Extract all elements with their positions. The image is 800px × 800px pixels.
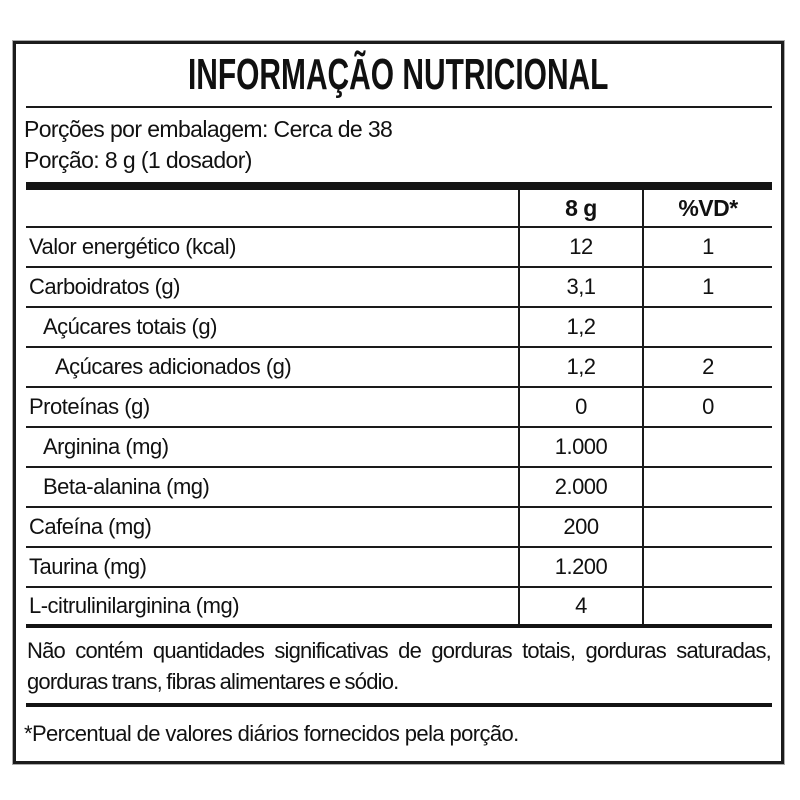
table-row: [26, 468, 772, 508]
serving-size: Porção: 8 g (1 dosador): [24, 147, 252, 173]
amount-value: 1,2: [518, 348, 642, 386]
nutrient-table: [26, 190, 772, 628]
vd-value: [642, 508, 772, 546]
nutrient-label: Arginina (mg): [43, 434, 169, 459]
no-significant-note: Não contém quantidades significativas de gorduras totais, gorduras saturadas, gorduras trans, fibras alimentares e sódio.: [27, 638, 771, 694]
page-title: INFORMAÇÃO NUTRICIONAL: [188, 50, 609, 99]
serving-info: [16, 108, 781, 182]
nutrient-label: Açúcares totais (g): [43, 314, 217, 339]
amount-value: 3,1: [518, 268, 642, 306]
table-row: [26, 508, 772, 548]
daily-value-footnote: *Percentual de valores diários fornecidos pela porção.: [24, 721, 519, 746]
table-row: [26, 428, 772, 468]
amount-value: 0: [518, 388, 642, 426]
table-row: [26, 548, 772, 588]
vd-value: [642, 428, 772, 466]
title-row: [16, 44, 781, 106]
header-separator-bar: [26, 182, 772, 190]
amount-value: 1.000: [518, 428, 642, 466]
servings-per-package: Porções por embalagem: Cerca de 38: [24, 116, 393, 142]
vd-value: 1: [642, 228, 772, 266]
table-row: [26, 268, 772, 308]
nutrient-label: Açúcares adicionados (g): [55, 354, 292, 379]
vd-value: 1: [642, 268, 772, 306]
vd-value: [642, 468, 772, 506]
nutrient-label: Cafeína (mg): [29, 514, 152, 539]
amount-value: 200: [518, 508, 642, 546]
no-significant-note-block: [26, 628, 772, 707]
nutrient-label: Taurina (mg): [29, 554, 147, 579]
amount-value: 1.200: [518, 548, 642, 586]
table-row: [26, 228, 772, 268]
table-row: [26, 348, 772, 388]
nutrient-label: Proteínas (g): [29, 394, 150, 419]
amount-value: 12: [518, 228, 642, 266]
amount-value: 1,2: [518, 308, 642, 346]
vd-value: [642, 308, 772, 346]
nutrition-facts-panel: [13, 41, 784, 764]
nutrient-label: Beta-alanina (mg): [43, 474, 210, 499]
table-row: [26, 308, 772, 348]
header-empty-cell: [26, 190, 518, 226]
vd-value: 2: [642, 348, 772, 386]
nutrient-label: Valor energético (kcal): [29, 234, 236, 259]
amount-value: 2.000: [518, 468, 642, 506]
table-row: [26, 588, 772, 628]
table-header-row: [26, 190, 772, 228]
nutrient-label: L-citrulinilarginina (mg): [29, 593, 240, 618]
vd-value: [642, 588, 772, 624]
header-amount: 8 g: [518, 190, 642, 226]
nutrient-label: Carboidratos (g): [29, 274, 180, 299]
amount-value: 4: [518, 588, 642, 624]
header-vd: %VD*: [642, 190, 772, 226]
vd-value: 0: [642, 388, 772, 426]
table-row: [26, 388, 772, 428]
vd-value: [642, 548, 772, 586]
